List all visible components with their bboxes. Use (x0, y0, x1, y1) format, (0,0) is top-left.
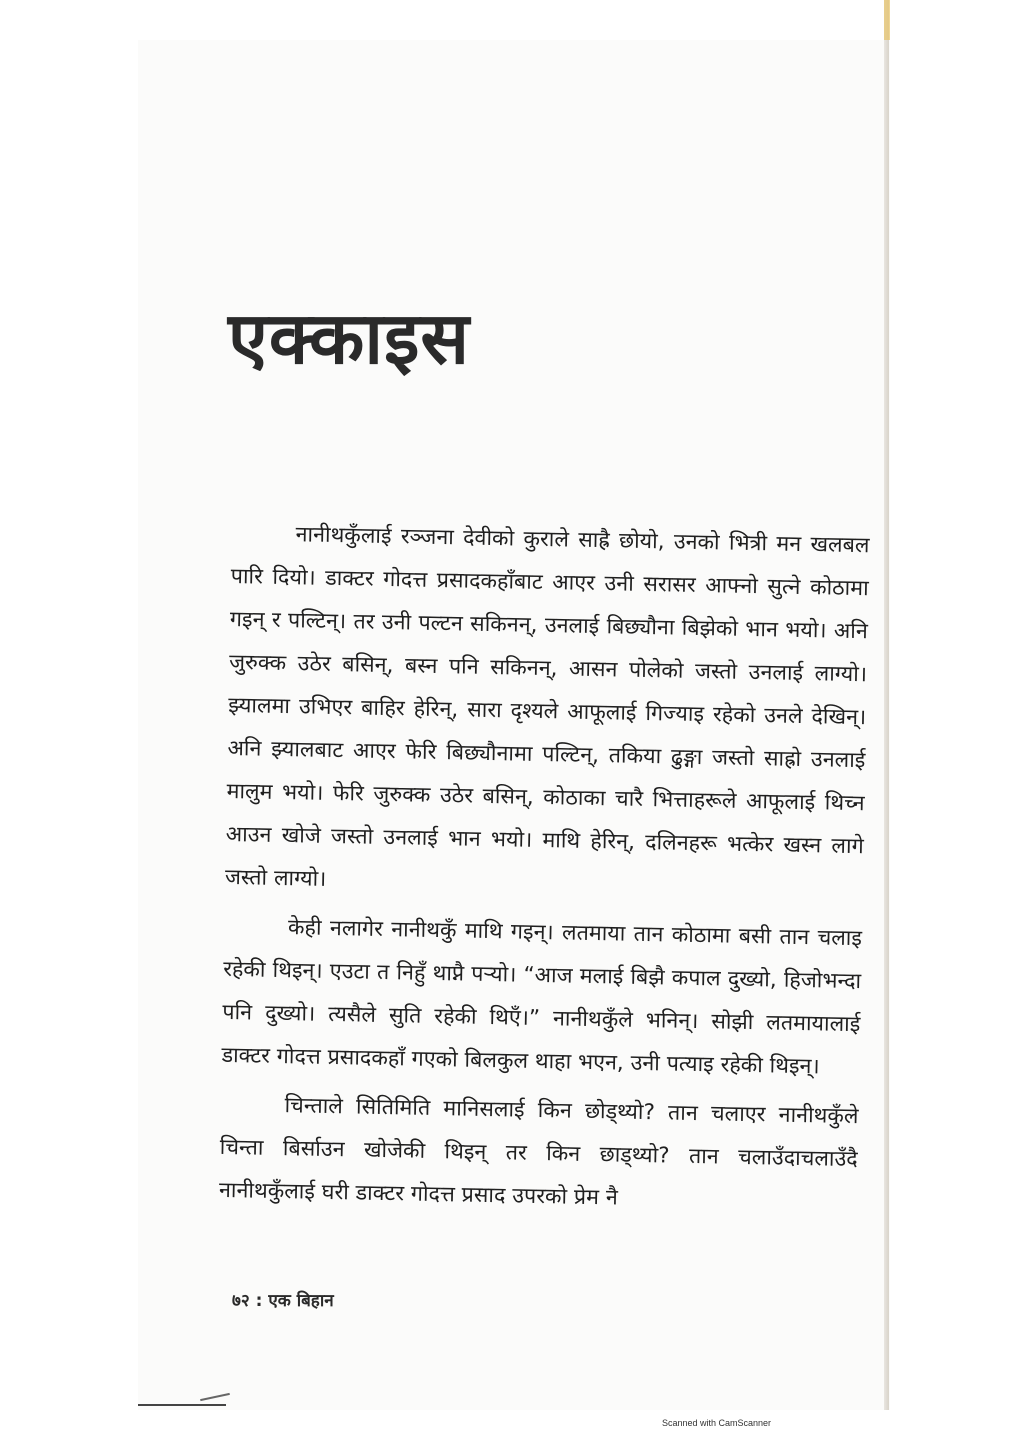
chapter-title: एक्काइस (228, 296, 471, 380)
paragraph-2: केही नलागेर नानीथकुँ माथि गइन्। लतमाया तान कोठामा बसी तान चलाइ रहेकी थिइन्। एउटा त निहुँ थाप्नै पर्‍यो। “आज मलाई बिझै कपाल दुख्यो, हिजोभन्दा पनि दुख्यो। त्यसैले सुति रहेकी थिएँ।” नानीथकुँले भनिन्। सोझी लतमायालाई डाक्टर गोदत्त प्रसादकहाँ गएको बिलकुल थाहा भएन, उनी पत्याइ रहेकी थिइन्। (221, 915, 863, 1080)
page-edge-shadow (884, 0, 889, 1410)
scanner-watermark: Scanned with CamScanner (662, 1418, 772, 1428)
paragraph-3: चिन्ताले सितिमिति मानिसलाई किन छोड्थ्यो? तान चलाएर नानीथकुँले चिन्ता बिर्साउन खोजेकी थिइन् तर किन छाड्थ्यो? तान चलाउँदाचलाउँदै नानीथकुँलाई घरी डाक्टर गोदत्त प्रसाद उपरको प्रेम नै (218, 1093, 859, 1211)
chapter-body (218, 512, 869, 1230)
paragraph-1: नानीथकुँलाई रञ्जना देवीको कुराले साह्रै छोयो, उनको भित्री मन खलबल पारि दियो। डाक्टर गोदत्त प्रसादकहाँबाट आएर उनी सरासर आफ्नो सुत्ने कोठामा गइन् र पल्टिन्। तर उनी पल्टन सकिनन्, उनलाई बिछ्यौना बिझेको भान भयो। अनि जुरुक्क उठेर बसिन्, बस्न पनि सकिनन्, आसन पोलेको जस्तो उनलाई लाग्यो। झ्यालमा उभिएर बाहिर हेरिन्, सारा दृश्यले आफूलाई गिज्याइ रहेको उनले देखिन्। अनि झ्यालबाट आएर फेरि बिछ्यौनामा पल्टिन्, तकिया ढुङ्गा जस्तो साह्रो उनलाई मालुम भयो। फेरि जुरुक्क उठेर बसिन्, कोठाका चारै भित्ताहरूले आफूलाई थिच्न आउन खोजे जस्तो उनलाई भान भयो। माथि हेरिन्, दलिनहरू भत्केर खस्न लागे जस्तो लाग्यो। (224, 522, 870, 892)
page-bottom-rule (138, 1404, 226, 1406)
corner-stain (884, 0, 890, 40)
page-footer: ७२ : एक बिहान (232, 1291, 334, 1311)
